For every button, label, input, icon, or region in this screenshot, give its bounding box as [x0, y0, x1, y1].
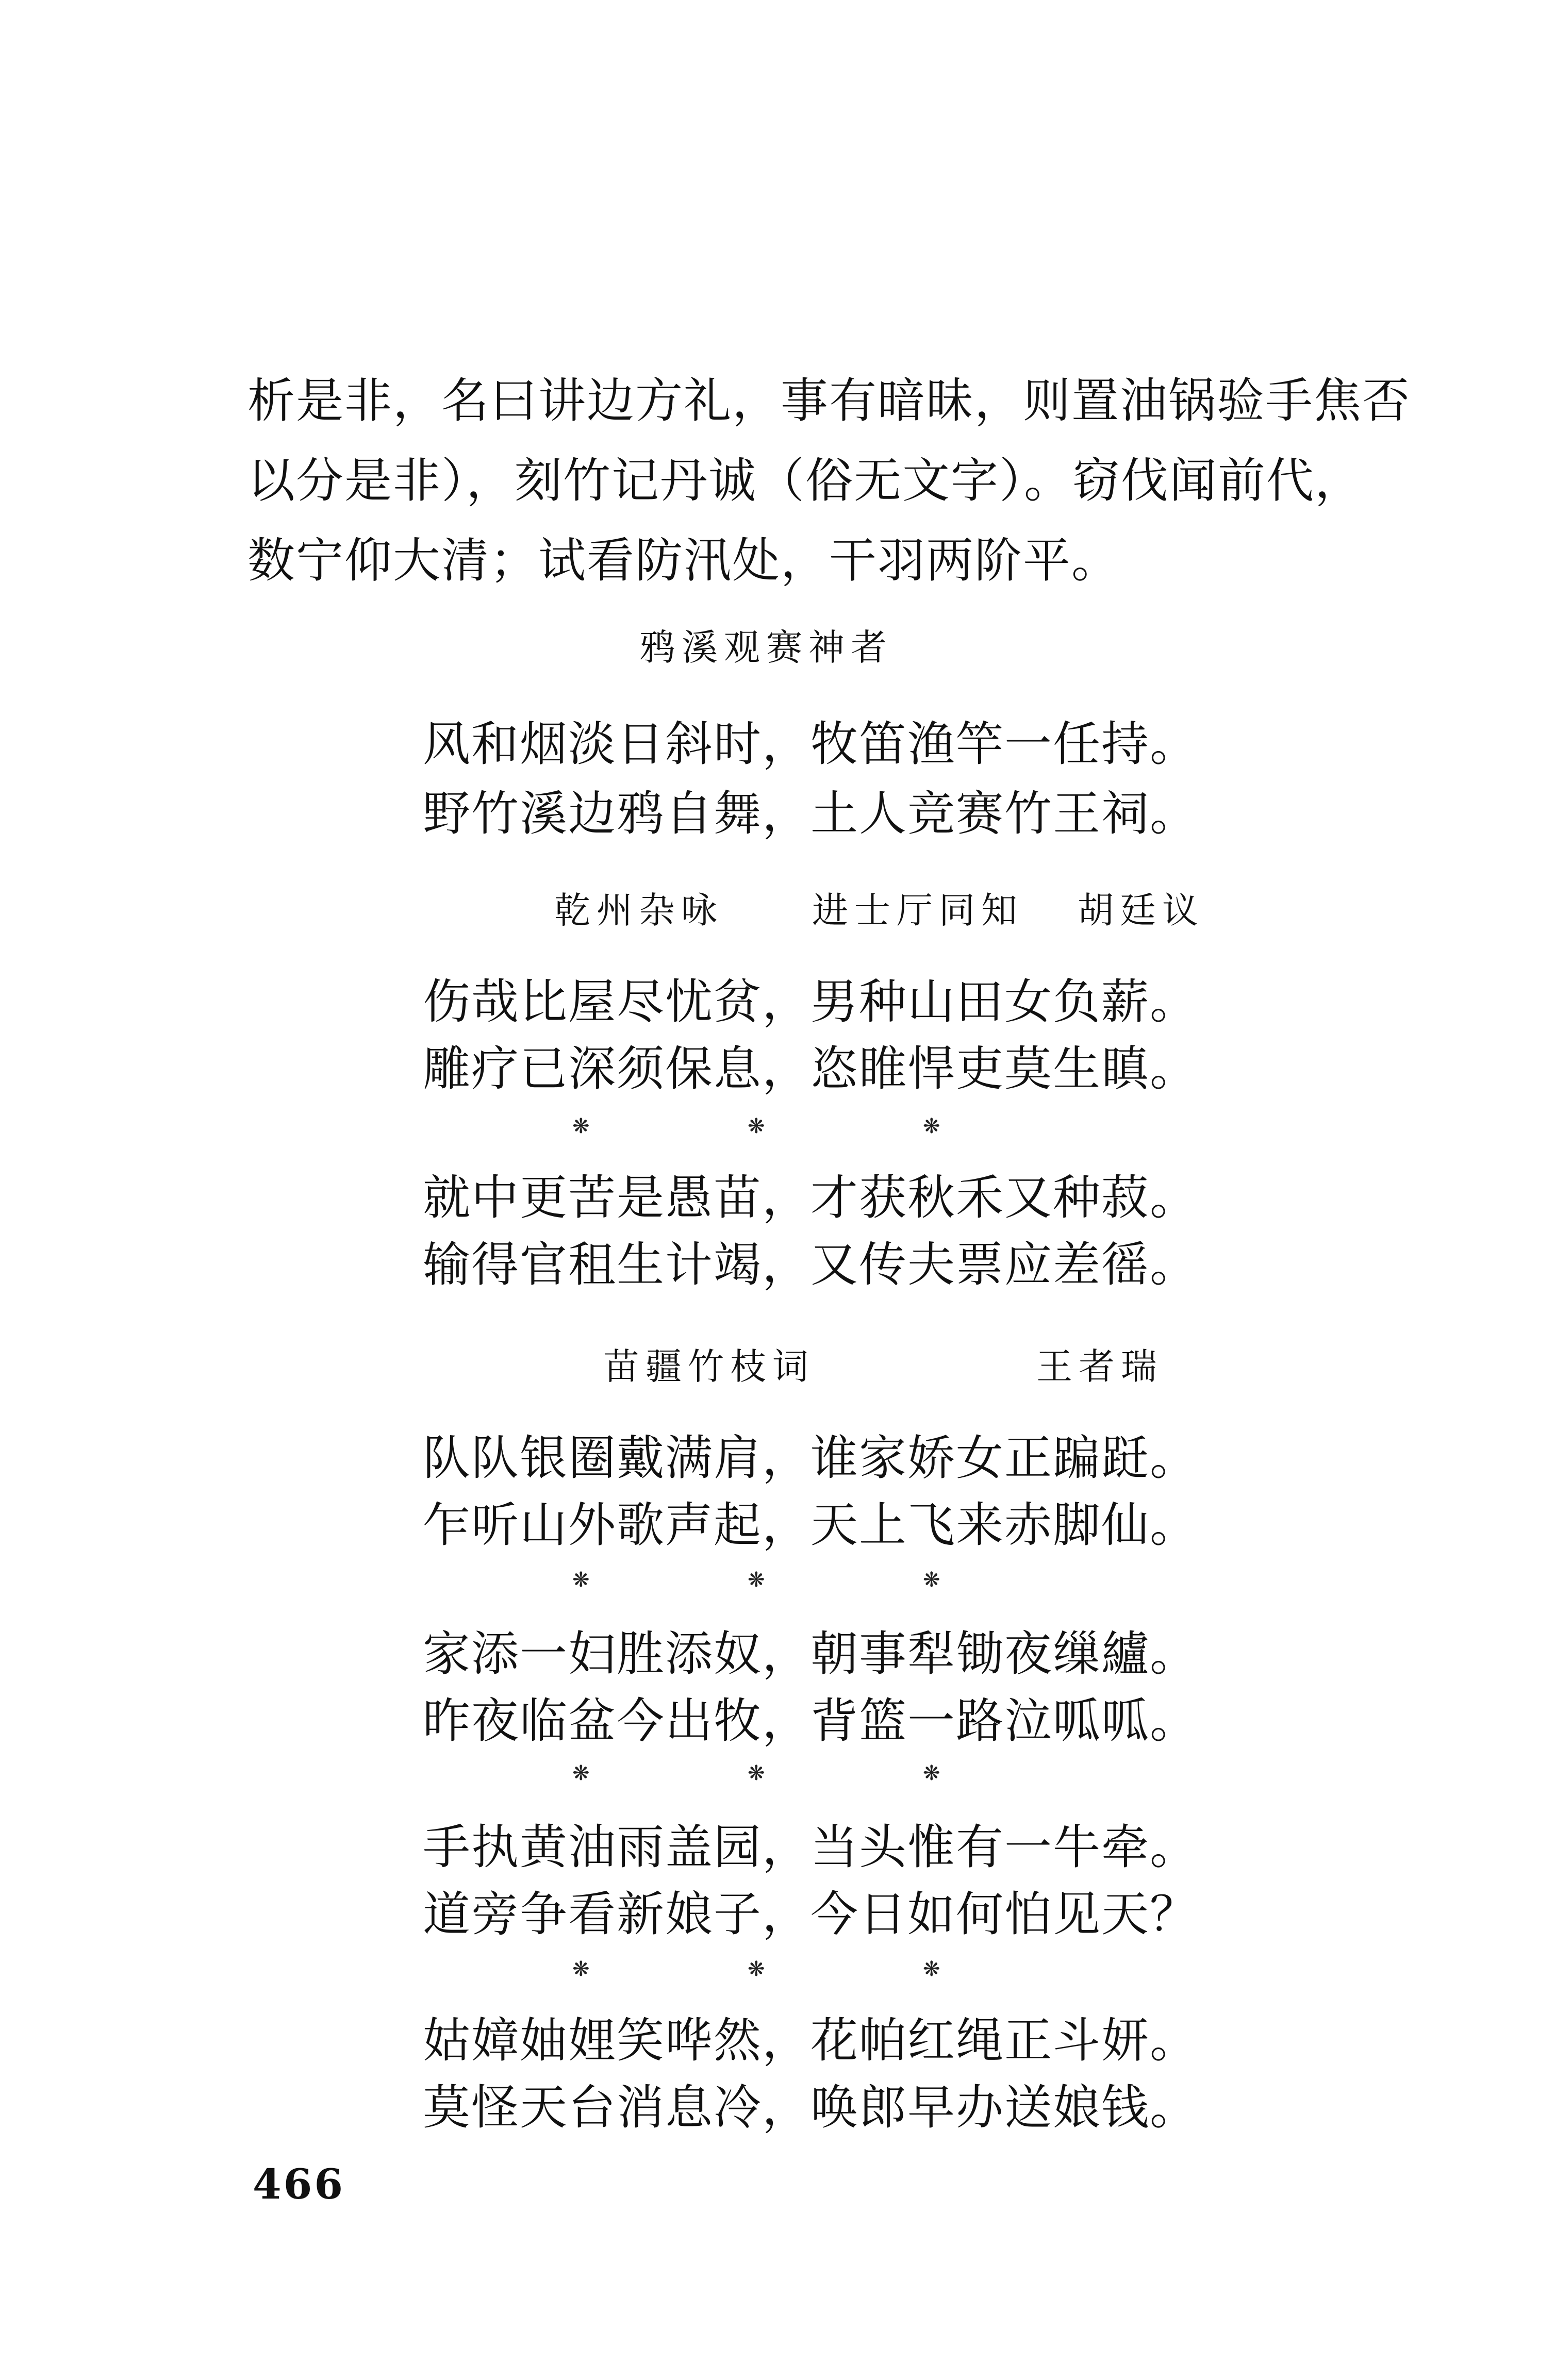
flower-ornament-icon: ❋ — [748, 1761, 765, 1785]
poem3-line: 队队银圈戴满肩，谁家娇女正蹁跹。 — [423, 1430, 1199, 1486]
poem3-line: 乍听山外歌声起，天上飞来赤脚仙。 — [423, 1497, 1199, 1553]
flower-ornament-icon: ❋ — [572, 1568, 590, 1592]
poem2-title: 乾州杂咏 — [554, 889, 723, 931]
flower-ornament-icon: ❋ — [748, 1114, 765, 1138]
poem1-line: 风和烟淡日斜时，牧笛渔竿一任持。 — [423, 717, 1199, 772]
poem2-line: 输得官租生计竭，又传夫票应差徭。 — [423, 1237, 1199, 1292]
flower-ornament-icon: ❋ — [923, 1568, 940, 1592]
poem3-author: 王者瑞 — [1036, 1345, 1163, 1388]
poem3-title: 苗疆竹枝词 — [603, 1345, 815, 1388]
stanza-divider — [572, 1570, 949, 1590]
poem2-line: 伤哉比屋尽忧贫，男种山田女负薪。 — [423, 974, 1199, 1029]
poem2-line: 就中更苦是愚苗，才获秋禾又种菽。 — [423, 1170, 1199, 1225]
flower-ornament-icon: ❋ — [923, 1114, 940, 1138]
page-number: 466 — [253, 2160, 345, 2208]
stanza-divider — [572, 1959, 949, 1979]
poem3-line: 手执黄油雨盖园，当头惟有一牛牵。 — [423, 1820, 1199, 1875]
prose-line: 析是非，名曰讲边方礼，事有暗昧，则置油锅验手焦否 — [247, 373, 1411, 428]
prose-line: 数宁仰大清；试看防汛处，干羽两阶平。 — [247, 533, 1120, 588]
flower-ornament-icon: ❋ — [572, 1957, 590, 1981]
flower-ornament-icon: ❋ — [572, 1761, 590, 1785]
poem3-line: 家添一妇胜添奴，朝事犁锄夜缫纑。 — [423, 1626, 1199, 1682]
prose-line: 以分是非），刻竹记丹诚（俗无文字）。窃伐闻前代， — [247, 453, 1364, 508]
flower-ornament-icon: ❋ — [923, 1957, 940, 1981]
poem1-title: 鸦溪观赛神者 — [639, 626, 893, 669]
poem3-line: 昨夜临盆今出牧，背篮一路泣呱呱。 — [423, 1693, 1199, 1749]
poem1-line: 野竹溪边鸦自舞，土人竞赛竹王祠。 — [423, 786, 1199, 841]
prose-paragraph — [247, 361, 1411, 601]
flower-ornament-icon: ❋ — [748, 1957, 765, 1981]
poem3-line: 姑嫜妯娌笑哗然，花帕红绳正斗妍。 — [423, 2013, 1199, 2068]
poem3-line: 莫怪天台消息冷，唤郎早办送娘钱。 — [423, 2080, 1199, 2135]
poem2-author-office: 进士厅同知 — [812, 889, 1023, 931]
poem2-author: 胡廷议 — [1078, 889, 1204, 931]
stanza-divider — [572, 1116, 949, 1137]
stanza-divider — [572, 1763, 949, 1784]
flower-ornament-icon: ❋ — [572, 1114, 590, 1138]
poem2-line: 雕疗已深须保息，恣睢悍吏莫生瞋。 — [423, 1041, 1199, 1096]
poem3-line: 道旁争看新娘子，今日如何怕见天？ — [423, 1887, 1199, 1942]
flower-ornament-icon: ❋ — [923, 1761, 940, 1785]
flower-ornament-icon: ❋ — [748, 1568, 765, 1592]
